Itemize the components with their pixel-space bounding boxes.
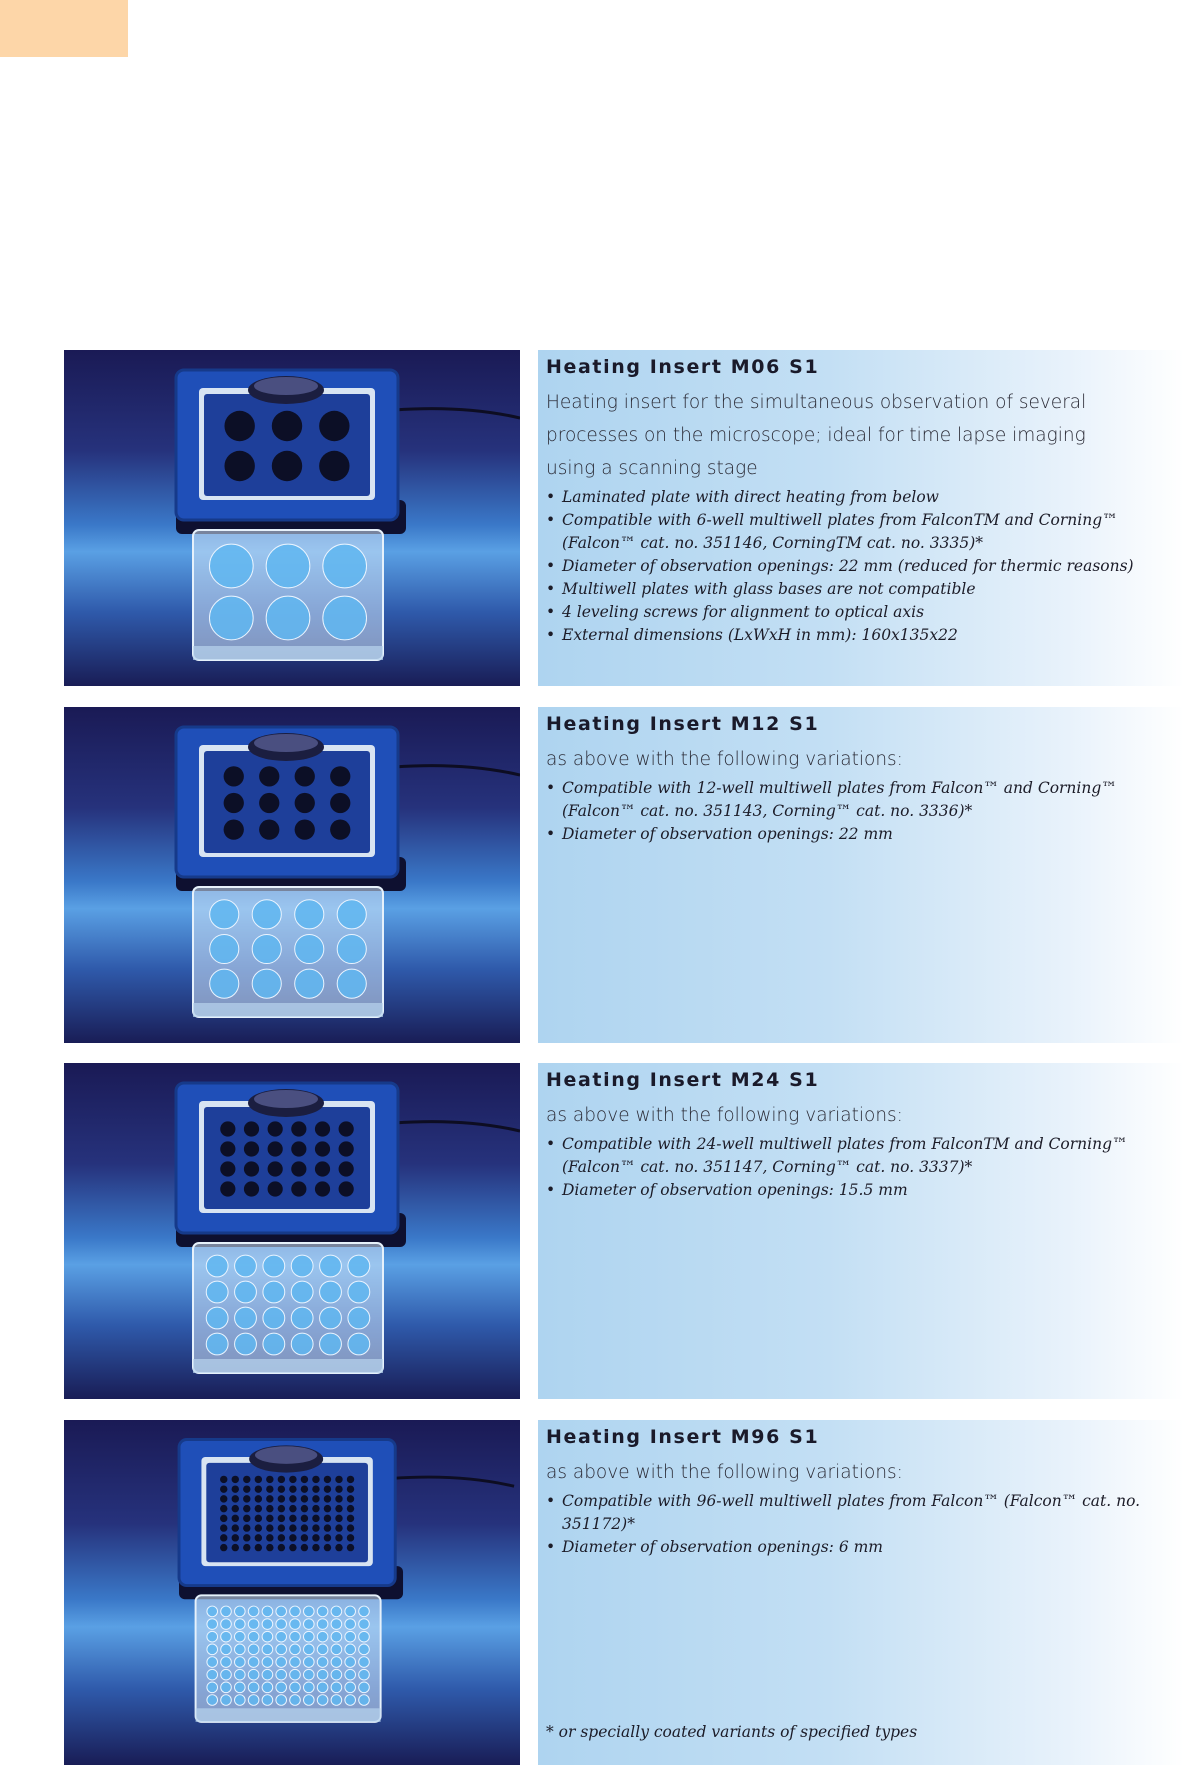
product-row-m24 bbox=[64, 1063, 1184, 1399]
product-features-list bbox=[546, 1490, 1156, 1559]
product-description-panel bbox=[538, 707, 1184, 1043]
product-features-list bbox=[546, 777, 1156, 846]
insert-illustration bbox=[64, 1063, 520, 1399]
product-row-m96 bbox=[64, 1420, 1184, 1765]
feature-item: • Diameter of observation openings: 15.5 mm bbox=[546, 1179, 1156, 1202]
insert-illustration bbox=[64, 707, 520, 1043]
feature-item: • Diameter of observation openings: 6 mm bbox=[546, 1536, 1156, 1559]
product-row-m06 bbox=[64, 350, 1184, 686]
product-title: Heating Insert M96 S1 bbox=[546, 1426, 820, 1448]
feature-item: • Diameter of observation openings: 22 mm (reduced for thermic reasons) bbox=[546, 555, 1156, 578]
product-description-panel bbox=[538, 1063, 1184, 1399]
product-photo bbox=[64, 1420, 520, 1765]
feature-item: • Multiwell plates with glass bases are not compatible bbox=[546, 578, 1156, 601]
product-title: Heating Insert M12 S1 bbox=[546, 713, 820, 735]
product-title: Heating Insert M06 S1 bbox=[546, 356, 820, 378]
product-photo bbox=[64, 350, 520, 686]
feature-item: • Compatible with 6-well multiwell plates from FalconTM and Corning™ (Falcon™ cat. no. 351146, CorningTM cat. no. 3335)* bbox=[546, 509, 1156, 555]
feature-item: • Laminated plate with direct heating from below bbox=[546, 486, 1156, 509]
product-intro: as above with the following variations: bbox=[546, 749, 903, 770]
product-features-list bbox=[546, 486, 1156, 647]
product-intro: as above with the following variations: bbox=[546, 1105, 903, 1126]
product-intro: as above with the following variations: bbox=[546, 1462, 903, 1483]
product-photo bbox=[64, 1063, 520, 1399]
corner-accent-tab bbox=[0, 0, 128, 57]
insert-illustration bbox=[64, 350, 520, 686]
product-title: Heating Insert M24 S1 bbox=[546, 1069, 820, 1091]
feature-item: • External dimensions (LxWxH in mm): 160x135x22 bbox=[546, 624, 1156, 647]
feature-item: • 4 leveling screws for alignment to optical axis bbox=[546, 601, 1156, 624]
feature-item: • Diameter of observation openings: 22 mm bbox=[546, 823, 1156, 846]
insert-illustration bbox=[64, 1420, 520, 1756]
product-description-panel bbox=[538, 1420, 1184, 1765]
footnote: * or specially coated variants of specified types bbox=[546, 1723, 918, 1741]
product-intro: Heating insert for the simultaneous observation of several processes on the microscope; ideal for time lapse imaging using a scanning stage bbox=[546, 392, 1087, 479]
product-description-panel bbox=[538, 350, 1184, 686]
product-features-list bbox=[546, 1133, 1156, 1202]
product-row-m12 bbox=[64, 707, 1184, 1043]
feature-item: • Compatible with 96-well multiwell plates from Falcon™ (Falcon™ cat. no. 351172)* bbox=[546, 1490, 1156, 1536]
product-photo bbox=[64, 707, 520, 1043]
feature-item: • Compatible with 12-well multiwell plates from Falcon™ and Corning™ (Falcon™ cat. no. 351143, Corning™ cat. no. 3336)* bbox=[546, 777, 1156, 823]
feature-item: • Compatible with 24-well multiwell plates from FalconTM and Corning™ (Falcon™ cat. no. 351147, Corning™ cat. no. 3337)* bbox=[546, 1133, 1156, 1179]
